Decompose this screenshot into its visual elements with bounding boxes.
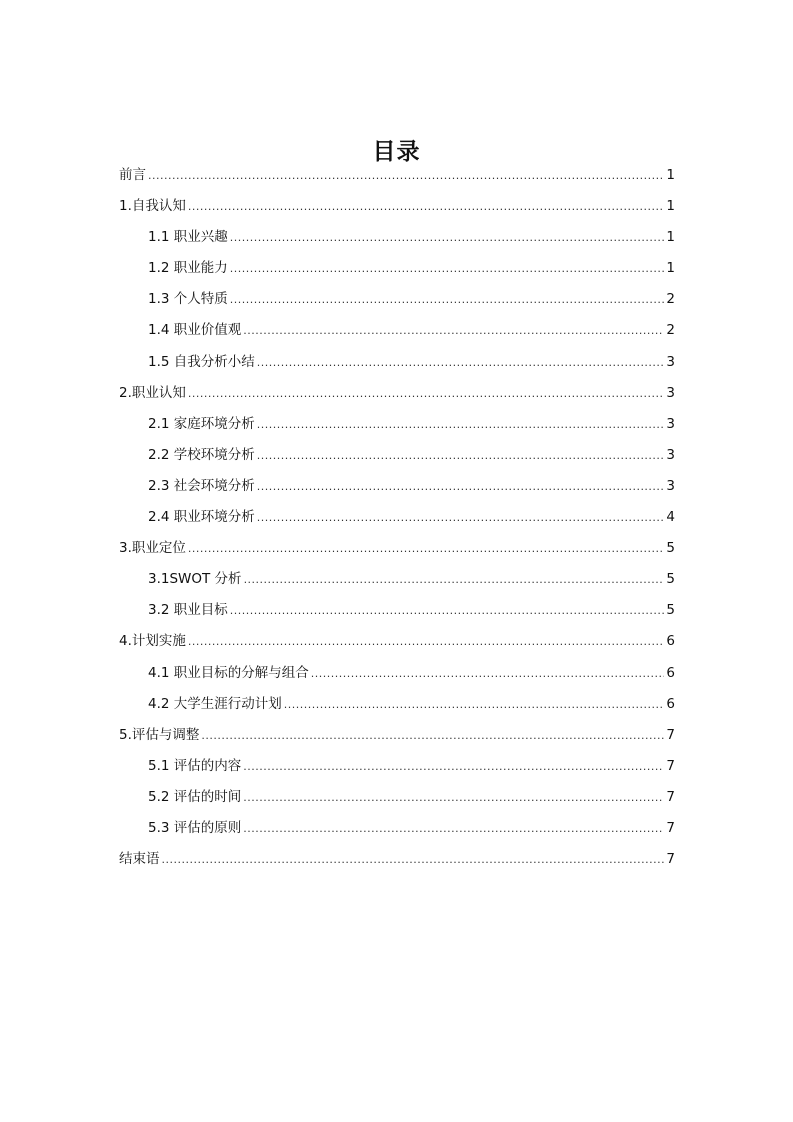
toc-entry-label: 3.职业定位 bbox=[119, 540, 186, 557]
toc-dot-leader bbox=[201, 720, 664, 751]
toc-entry[interactable] bbox=[119, 626, 675, 657]
toc-dot-leader bbox=[243, 813, 664, 844]
toc-entry-label: 1.2 职业能力 bbox=[148, 260, 228, 277]
toc-entry-page-number: 7 bbox=[666, 819, 675, 836]
toc-title: 目录 bbox=[372, 139, 421, 166]
toc-entry[interactable] bbox=[119, 471, 675, 502]
toc-entry-page-number: 1 bbox=[666, 229, 675, 246]
toc-entry-page-number: 3 bbox=[666, 384, 675, 401]
toc-entry-label: 3.1SWOT 分析 bbox=[148, 571, 242, 588]
toc-dot-leader bbox=[188, 533, 664, 564]
toc-dot-leader bbox=[257, 471, 664, 502]
toc-entry[interactable] bbox=[119, 564, 675, 595]
toc-dot-leader bbox=[148, 160, 664, 191]
toc-entry-label: 1.1 职业兴趣 bbox=[148, 229, 228, 246]
toc-entry-label: 5.2 评估的时间 bbox=[148, 788, 242, 805]
toc-entry[interactable] bbox=[119, 191, 675, 222]
toc-entry-page-number: 7 bbox=[666, 788, 675, 805]
toc-entry-page-number: 6 bbox=[666, 695, 675, 712]
toc-entry-page-number: 5 bbox=[666, 540, 675, 557]
toc-entry-label: 1.3 个人特质 bbox=[148, 291, 228, 308]
toc-list bbox=[119, 160, 675, 875]
toc-entry-page-number: 7 bbox=[666, 851, 675, 868]
toc-dot-leader bbox=[188, 378, 664, 409]
toc-entry-label: 3.2 职业目标 bbox=[148, 602, 228, 619]
toc-entry-page-number: 7 bbox=[666, 757, 675, 774]
toc-entry-page-number: 7 bbox=[666, 726, 675, 743]
toc-dot-leader bbox=[188, 191, 664, 222]
toc-dot-leader bbox=[257, 409, 664, 440]
toc-entry-label: 1.自我认知 bbox=[119, 198, 186, 215]
toc-dot-leader bbox=[243, 782, 664, 813]
toc-entry[interactable] bbox=[119, 844, 675, 875]
toc-entry-page-number: 5 bbox=[666, 571, 675, 588]
toc-entry[interactable] bbox=[119, 720, 675, 751]
toc-entry[interactable] bbox=[119, 658, 675, 689]
toc-entry[interactable] bbox=[119, 533, 675, 564]
toc-entry[interactable] bbox=[119, 253, 675, 284]
toc-entry-label: 2.职业认知 bbox=[119, 384, 186, 401]
toc-entry[interactable] bbox=[119, 222, 675, 253]
toc-entry[interactable] bbox=[119, 315, 675, 346]
toc-entry-label: 2.2 学校环境分析 bbox=[148, 446, 255, 463]
toc-entry-page-number: 3 bbox=[666, 353, 675, 370]
toc-entry[interactable] bbox=[119, 440, 675, 471]
toc-entry[interactable] bbox=[119, 502, 675, 533]
toc-dot-leader bbox=[188, 626, 664, 657]
toc-entry-label: 5.3 评估的原则 bbox=[148, 819, 242, 836]
toc-entry[interactable] bbox=[119, 378, 675, 409]
toc-entry-page-number: 5 bbox=[666, 602, 675, 619]
toc-dot-leader bbox=[257, 502, 664, 533]
toc-entry-label: 4.1 职业目标的分解与组合 bbox=[148, 664, 309, 681]
toc-entry-label: 2.4 职业环境分析 bbox=[148, 509, 255, 526]
toc-entry-page-number: 4 bbox=[666, 509, 675, 526]
toc-dot-leader bbox=[230, 222, 664, 253]
toc-dot-leader bbox=[243, 315, 664, 346]
toc-dot-leader bbox=[257, 347, 664, 378]
toc-entry-label: 4.2 大学生涯行动计划 bbox=[148, 695, 282, 712]
toc-entry-label: 5.评估与调整 bbox=[119, 726, 200, 743]
toc-entry[interactable] bbox=[119, 284, 675, 315]
toc-entry-page-number: 3 bbox=[666, 477, 675, 494]
toc-entry-label: 2.1 家庭环境分析 bbox=[148, 415, 255, 432]
toc-entry[interactable] bbox=[119, 595, 675, 626]
toc-entry-page-number: 3 bbox=[666, 446, 675, 463]
toc-entry[interactable] bbox=[119, 782, 675, 813]
toc-entry-page-number: 3 bbox=[666, 415, 675, 432]
toc-entry[interactable] bbox=[119, 160, 675, 191]
toc-entry-label: 5.1 评估的内容 bbox=[148, 757, 242, 774]
toc-entry-page-number: 1 bbox=[666, 260, 675, 277]
toc-dot-leader bbox=[284, 689, 664, 720]
toc-dot-leader bbox=[311, 658, 664, 689]
toc-entry-label: 2.3 社会环境分析 bbox=[148, 477, 255, 494]
toc-dot-leader bbox=[230, 253, 664, 284]
toc-entry-label: 1.5 自我分析小结 bbox=[148, 353, 255, 370]
toc-entry-page-number: 1 bbox=[666, 167, 675, 183]
toc-entry-page-number: 6 bbox=[666, 633, 675, 650]
toc-entry-page-number: 2 bbox=[666, 291, 675, 308]
toc-entry[interactable] bbox=[119, 751, 675, 782]
toc-entry[interactable] bbox=[119, 689, 675, 720]
toc-entry-label: 前言 bbox=[119, 167, 146, 183]
toc-dot-leader bbox=[230, 595, 664, 626]
toc-entry[interactable] bbox=[119, 813, 675, 844]
toc-entry[interactable] bbox=[119, 347, 675, 378]
toc-dot-leader bbox=[243, 751, 664, 782]
toc-dot-leader bbox=[230, 284, 664, 315]
toc-dot-leader bbox=[257, 440, 664, 471]
toc-dot-leader bbox=[244, 564, 664, 595]
toc-entry-page-number: 1 bbox=[666, 198, 675, 215]
toc-entry-label: 结束语 bbox=[119, 851, 160, 868]
toc-entry-page-number: 2 bbox=[666, 322, 675, 339]
toc-dot-leader bbox=[162, 844, 665, 875]
toc-entry-label: 4.计划实施 bbox=[119, 633, 186, 650]
toc-entry[interactable] bbox=[119, 409, 675, 440]
toc-entry-page-number: 6 bbox=[666, 664, 675, 681]
toc-entry-label: 1.4 职业价值观 bbox=[148, 322, 242, 339]
